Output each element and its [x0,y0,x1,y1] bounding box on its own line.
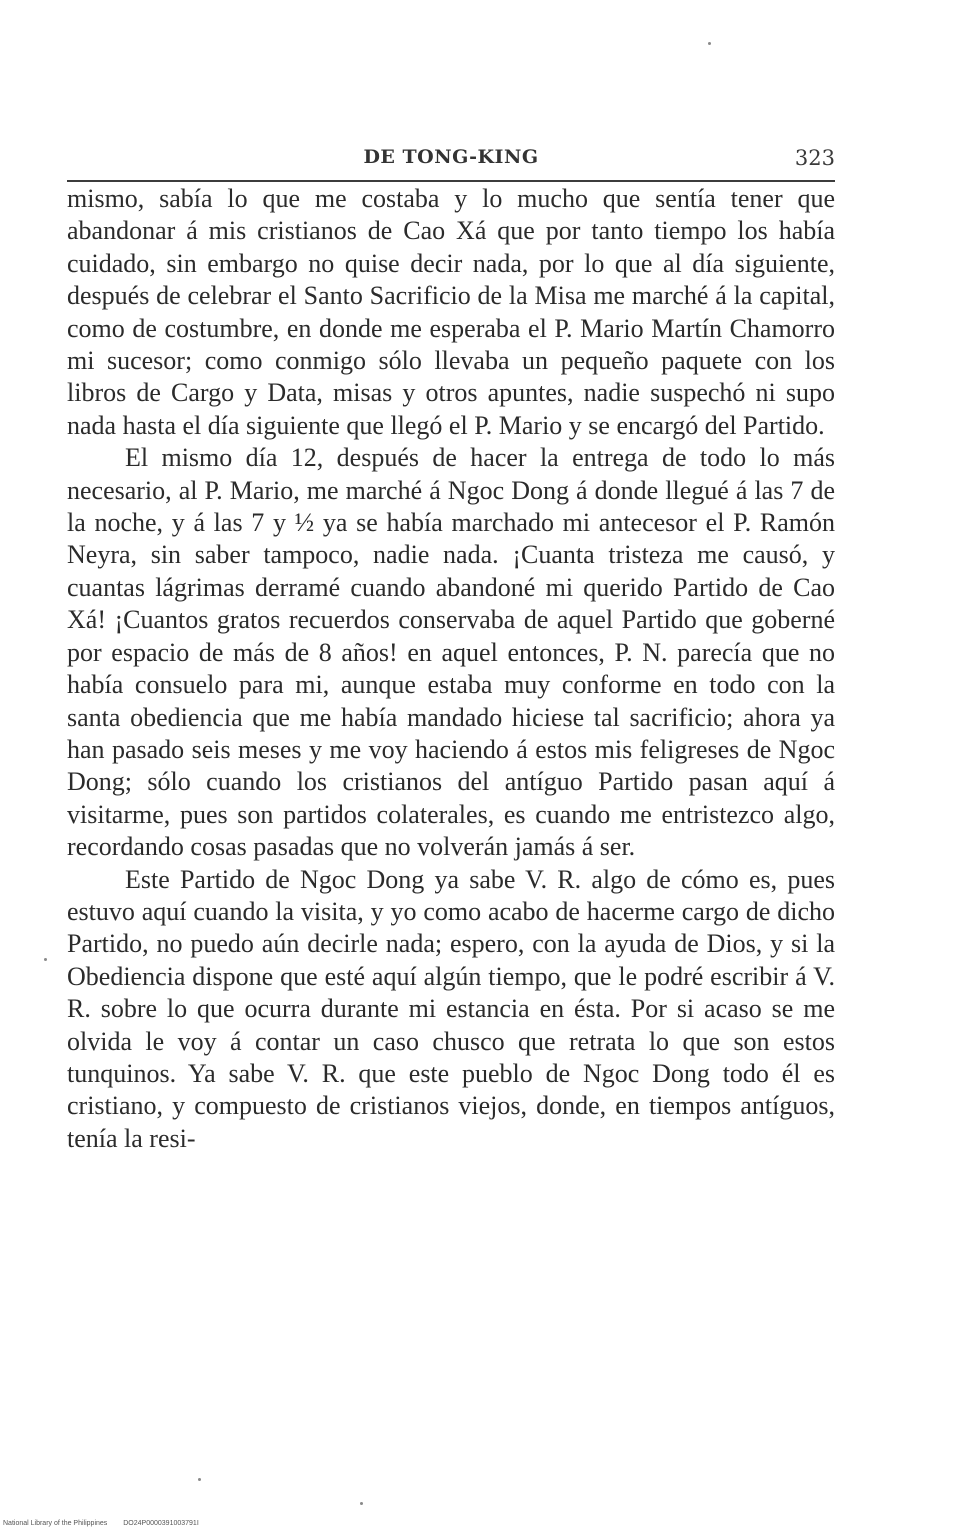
paragraph-1: mismo, sabía lo que me costaba y lo mucho que sentía tener que abandonar á mis cristianos de Cao Xá que por tanto tiempo los había cuidado, sin embargo no quise decir nada, por lo que al día siguiente, después de celebrar el Santo Sacrificio de la Misa me marché á la capital, como de costumbre, en donde me esperaba el P. Mario Martín Chamorro mi sucesor; como conmigo sólo llevaba un pequeño paquete con los libros de Cargo y Data, misas y otros apuntes, nadie suspechó ni supo nada hasta el día siguiente que llegó el P. Mario y se encargó del Partido. [67,184,835,440]
running-header [67,146,835,176]
scan-speck [198,1478,201,1481]
header-rule [67,180,835,182]
page-number: 323 [794,146,835,170]
scan-identifier: DO24P0000391003791I [123,1520,199,1527]
running-header-title: DE TONG-KING [363,146,539,168]
scan-speck [360,1502,363,1505]
scan-speck [44,958,47,961]
paragraph-3: Este Partido de Ngoc Dong ya sabe V. R. algo de cómo es, pues estuvo aquí cuando la visita, y yo como acabo de hacerme cargo de dicho Partido, no puedo aún decirle nada; espero, con la ayuda de Dios, y si la Obediencia dispone que esté aquí algún tiempo, que le podré escribir á V. R. sobre lo que ocurra durante mi estancia en ésta. Por si acaso se me olvida le voy á contar un caso chusco que retrata lo que son estos tunquinos. Ya sabe V. R. que este pueblo de Ngoc Dong todo él es cristiano, y compuesto de cristianos viejos, donde, en tiempos antíguos, tenía la resi- [67,864,835,1153]
body-text [67,183,835,1155]
scan-speck [708,42,711,45]
scan-credit [3,1520,199,1527]
library-name: National Library of the Philippines [3,1520,108,1527]
paragraph-2: El mismo día 12, después de hacer la entrega de todo lo más necesario, al P. Mario, me marché á Ngoc Dong á donde llegué á las 7 de la noche, y á las 7 y ½ ya se había marchado mi antecesor el P. Ramón Neyra, sin saber tampoco, nadie nada. ¡Cuanta tristeza me causó, y cuantas lágrimas derramé cuando abandoné mi querido Partido de Cao Xá! ¡Cuantos gratos recuerdos conservaba de aquel Partido que goberné por espacio de más de 8 años! en aquel entonces, P. N. parecía que no había consuelo para mi, aunque estaba muy conforme en todo con la santa obediencia que me había mandado hiciese tal sacrificio; ahora ya han pasado seis meses y me voy haciendo á estos mis feligreses de Ngoc Dong; sólo cuando los cristianos del antíguo Partido pasan aquí á visitarme, pues son partidos colaterales, es cuando me entristezco algo, recordando cosas pasadas que no volverán jamás á ser. [67,443,835,862]
